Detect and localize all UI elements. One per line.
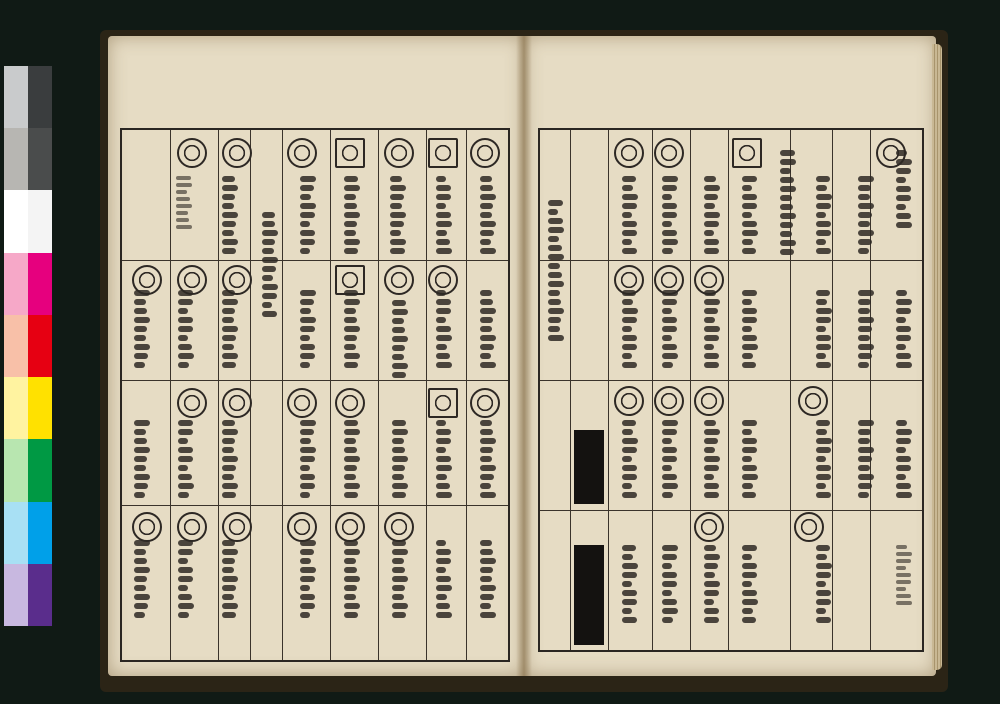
script-column (178, 290, 194, 371)
calibration-swatch (28, 66, 52, 128)
script-column (622, 290, 638, 371)
family-crest-icon (132, 512, 162, 542)
script-column (858, 420, 874, 501)
script-column (704, 290, 720, 371)
calibration-swatch (28, 377, 52, 439)
family-crest-icon (287, 138, 317, 168)
script-column (480, 540, 496, 621)
family-crest-icon (470, 388, 500, 418)
page-edges (932, 44, 942, 670)
script-column (178, 540, 194, 621)
script-column (262, 212, 278, 320)
script-column (222, 176, 238, 257)
family-crest-icon (335, 138, 365, 168)
family-crest-icon (177, 388, 207, 418)
script-column (858, 290, 874, 371)
script-column (480, 420, 496, 501)
family-crest-icon (654, 138, 684, 168)
script-column (392, 300, 408, 381)
script-column (344, 540, 360, 621)
family-crest-icon (694, 512, 724, 542)
calibration-swatch (4, 128, 28, 190)
script-column (300, 290, 316, 371)
family-crest-icon (222, 512, 252, 542)
calibration-swatch (4, 502, 28, 564)
script-column (222, 420, 238, 501)
script-column (742, 420, 758, 501)
calibration-swatch-row (4, 564, 52, 626)
calibration-swatch (28, 253, 52, 315)
script-column (392, 540, 408, 621)
script-column (134, 420, 150, 501)
script-column (704, 176, 720, 257)
ink-block (574, 545, 604, 645)
script-column (480, 290, 496, 371)
calibration-swatch-row (4, 66, 52, 128)
script-column (816, 290, 832, 371)
script-column (858, 176, 874, 257)
calibration-swatch-row (4, 128, 52, 190)
family-crest-icon (732, 138, 762, 168)
script-column (622, 545, 638, 626)
script-column (662, 545, 678, 626)
calibration-swatch (4, 315, 28, 377)
calibration-swatch-row (4, 315, 52, 377)
family-crest-icon (614, 138, 644, 168)
family-crest-icon (222, 388, 252, 418)
script-column (436, 420, 452, 501)
calibration-swatch (4, 377, 28, 439)
calibration-swatch-row (4, 253, 52, 315)
family-crest-icon (470, 138, 500, 168)
script-column (344, 290, 360, 371)
script-column (816, 176, 832, 257)
script-column (622, 420, 638, 501)
color-calibration-strip (4, 66, 52, 626)
script-column (222, 290, 238, 371)
book-gutter (516, 36, 532, 676)
script-column (896, 420, 912, 501)
family-crest-icon (694, 386, 724, 416)
family-crest-icon (287, 512, 317, 542)
script-column (134, 540, 150, 621)
script-column (742, 545, 758, 626)
script-column (344, 420, 360, 501)
family-crest-icon (335, 512, 365, 542)
script-column (178, 420, 194, 501)
calibration-swatch (28, 439, 52, 501)
calibration-swatch (4, 439, 28, 501)
script-column (300, 540, 316, 621)
family-crest-icon (794, 512, 824, 542)
script-column (176, 176, 192, 232)
script-column (662, 176, 678, 257)
script-column (222, 540, 238, 621)
script-column (134, 290, 150, 371)
family-crest-icon (428, 388, 458, 418)
script-column (344, 176, 360, 257)
calibration-swatch (28, 502, 52, 564)
script-column (742, 290, 758, 371)
family-crest-icon (335, 388, 365, 418)
script-column (704, 545, 720, 626)
script-column (896, 290, 912, 371)
family-crest-icon (428, 138, 458, 168)
script-column (392, 420, 408, 501)
script-column (300, 176, 316, 257)
script-column (662, 420, 678, 501)
script-column (704, 420, 720, 501)
script-column (436, 176, 452, 257)
family-crest-icon (614, 386, 644, 416)
calibration-swatch (4, 190, 28, 252)
script-column (816, 545, 832, 626)
calibration-swatch (4, 564, 28, 626)
script-column (436, 540, 452, 621)
calibration-swatch (28, 190, 52, 252)
calibration-swatch-row (4, 190, 52, 252)
calibration-swatch (28, 128, 52, 190)
calibration-swatch-row (4, 439, 52, 501)
calibration-swatch (28, 564, 52, 626)
family-crest-icon (177, 512, 207, 542)
script-column (896, 150, 912, 231)
family-crest-icon (384, 265, 414, 295)
calibration-swatch-row (4, 502, 52, 564)
calibration-swatch-row (4, 377, 52, 439)
script-column (780, 150, 796, 258)
calibration-swatch (28, 315, 52, 377)
family-crest-icon (384, 512, 414, 542)
ink-block (574, 430, 604, 504)
script-column (548, 200, 564, 344)
script-column (436, 290, 452, 371)
calibration-swatch (4, 66, 28, 128)
script-column (896, 545, 912, 608)
script-column (662, 290, 678, 371)
family-crest-icon (287, 388, 317, 418)
script-column (480, 176, 496, 257)
script-column (816, 420, 832, 501)
family-crest-icon (222, 138, 252, 168)
calibration-swatch (4, 253, 28, 315)
family-crest-icon (177, 138, 207, 168)
script-column (622, 176, 638, 257)
script-column (390, 176, 406, 257)
family-crest-icon (384, 138, 414, 168)
script-column (300, 420, 316, 501)
family-crest-icon (654, 386, 684, 416)
family-crest-icon (798, 386, 828, 416)
script-column (742, 176, 758, 257)
